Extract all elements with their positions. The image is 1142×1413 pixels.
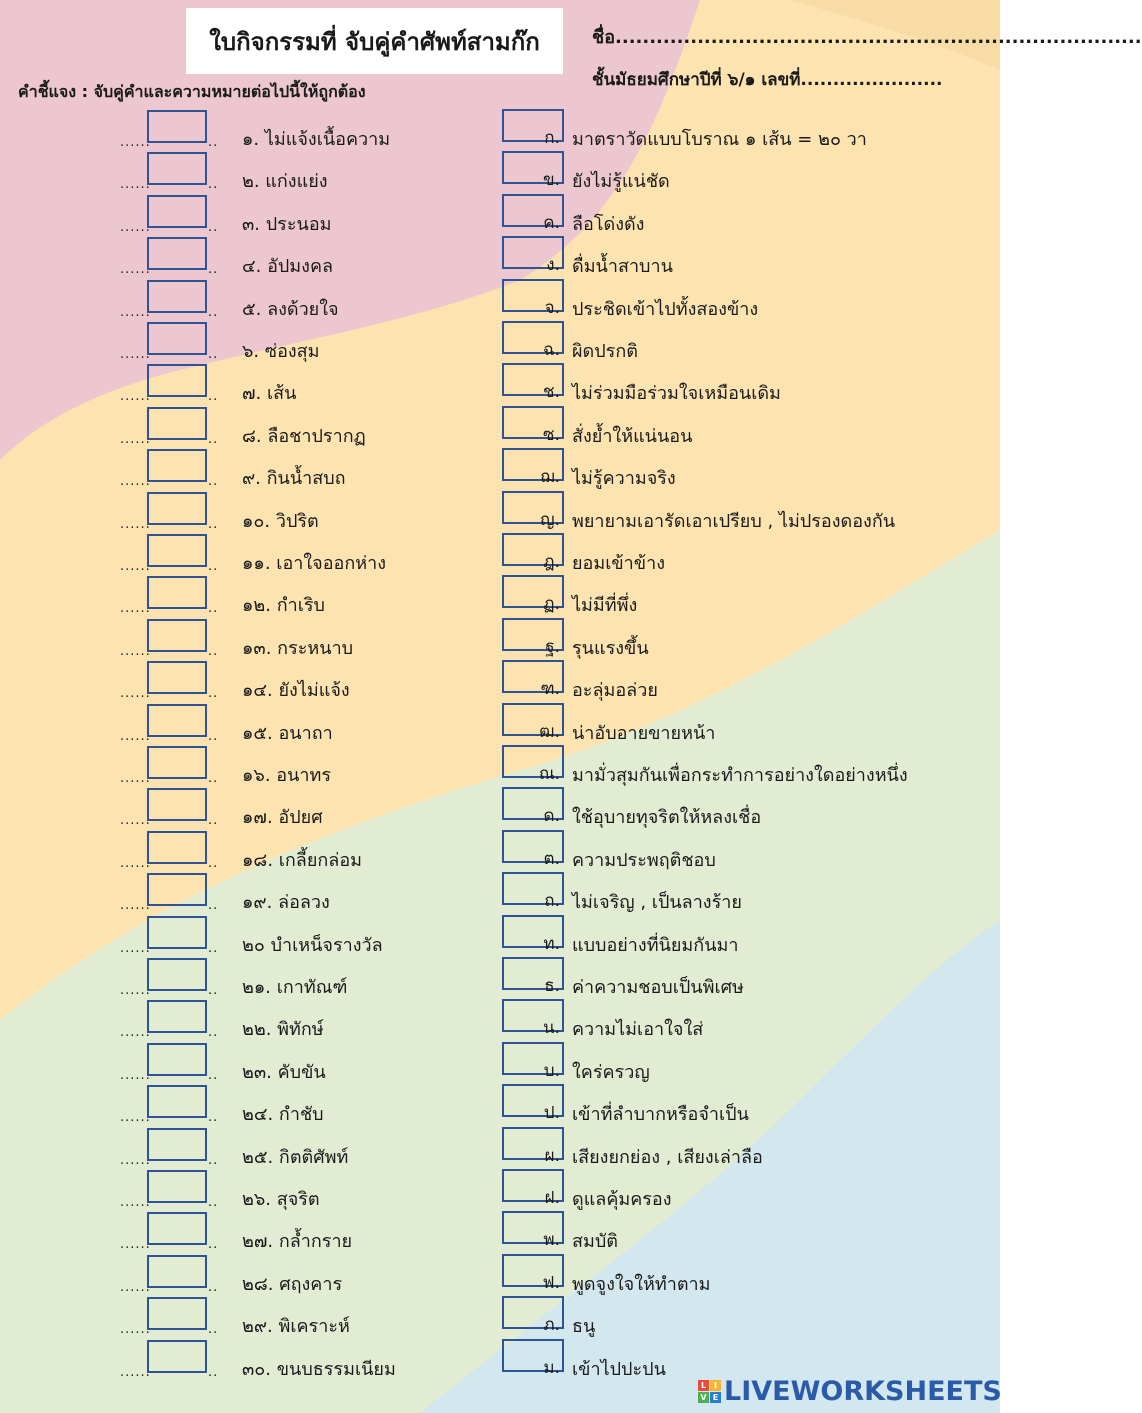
meaning-letter: ฐ. [545,636,560,657]
term-label: ๑๔. ยังไม่แจ้ง [242,680,350,702]
term-label: ๑๐. วิปริต [242,510,319,532]
term-label: ๓. ประนอม [242,213,332,235]
meaning-letter: ภ. [543,1315,560,1336]
answer-input-box[interactable] [147,788,207,821]
dotted-leader: ...... [120,1237,151,1253]
dotted-leader: ...... [120,1364,151,1380]
dotted-leader: ...... [120,304,151,320]
dotted-leader: .. [208,728,219,744]
meaning-letter-box[interactable] [502,1339,564,1378]
dotted-leader: ...... [120,474,151,490]
term-label: ๒๘. ศฤงคาร [242,1273,343,1295]
term-label: ๘. ลือชาปรากฏ [242,425,366,447]
meaning-label: พยายามเอารัดเอาเปรียบ , ไม่ปรองดองกัน [572,510,896,532]
term-label: ๒๕. กิตติศัพท์ [242,1146,349,1168]
dotted-leader: ...... [120,1067,151,1083]
dotted-leader: .. [208,1279,219,1295]
meaning-letter-box[interactable] [502,1084,564,1124]
term-label: ๑๖. อนาทร [242,765,332,786]
page-title: ใบกิจกรรมที่ จับคู่คำศัพท์สามก๊ก [186,8,563,74]
instructions-text: คำชี้แจง : จับคู่คำและความหมายต่อไปนี้ให้ถูกต้อง [18,82,366,101]
dotted-leader: .. [208,983,219,998]
dotted-leader: .. [208,898,219,914]
term-label: ๒๖. สุจริต [242,1189,320,1210]
answer-input-box[interactable] [147,1043,207,1076]
meaning-letter: ช. [543,382,560,403]
meaning-letter: ฉ. [543,340,560,360]
meaning-letter-box[interactable] [502,1211,564,1251]
dotted-leader: ...... [120,1195,151,1210]
answer-input-box[interactable] [147,958,207,991]
answer-input-box[interactable] [147,873,207,906]
meaning-label: ลือโด่งดัง [572,213,645,235]
meaning-label: มามั่วสุมกันเพื่อกระทำการอย่างใดอย่างหนึ่ง [572,765,908,786]
term-label: ๑๙. ล่อลวง [242,892,330,914]
meaning-letter-box[interactable] [502,1254,564,1293]
term-label: ๒๔. กำชับ [242,1104,324,1126]
dotted-leader: .. [208,1025,219,1041]
meaning-label: ใช้อุบายทุจริตให้หลงเชื่อ [572,807,762,829]
dotted-leader: ...... [120,1110,151,1126]
answer-input-box[interactable] [147,619,207,652]
meaning-letter: พ. [543,1230,560,1251]
meaning-label: ประชิดเข้าไปทั้งสองข้าง [572,298,759,320]
meaning-letter: ฑ. [540,679,560,700]
meaning-label: ยังไม่รู้แน่ชัด [572,171,670,193]
answer-input-box[interactable] [147,322,207,355]
term-label: ๑๕. อนาถา [242,722,333,744]
meaning-letter-box[interactable] [502,660,564,700]
meaning-label: ดูแลคุ้มครอง [572,1189,672,1210]
meaning-letter-box[interactable] [502,1169,564,1208]
meaning-label: ไม่มีที่พึ่ง [572,595,638,617]
term-label: ๑๘. เกลี้ยกล่อม [242,849,362,871]
meaning-label: รุนแรงขึ้น [572,637,649,659]
dotted-leader: ...... [120,855,151,871]
answer-input-box[interactable] [147,407,207,440]
term-label: ๒. แก่งแย่ง [242,171,328,193]
answer-input-box[interactable] [147,152,207,185]
term-label: ๒๐ บำเหน็จรางวัล [242,934,383,956]
meaning-letter-box[interactable] [502,999,564,1039]
logo-square: L [698,1380,709,1391]
meaning-label: ความประพฤติชอบ [572,849,716,871]
meaning-letter-box[interactable] [502,491,564,530]
meaning-label: แบบอย่างที่นิยมกันมา [572,934,739,956]
meaning-letter: ผ. [544,1145,560,1166]
dotted-leader: .. [208,1152,219,1168]
meaning-letter-box[interactable] [502,1042,564,1081]
dotted-leader: ...... [120,1152,151,1168]
meaning-letter-box[interactable] [502,363,564,403]
dotted-leader: ...... [120,262,151,278]
meaning-letter: ต. [543,848,560,869]
dotted-leader: .. [208,813,219,829]
meaning-label: ไม่รู้ความจริง [572,468,676,490]
answer-input-box[interactable] [147,534,207,567]
dotted-leader: ...... [120,219,151,235]
meaning-letter: ง. [546,255,560,276]
answer-input-box[interactable] [147,449,207,482]
meaning-letter: ค. [543,212,560,233]
meaning-letter-box[interactable] [502,406,564,445]
meaning-letter: ฎ. [543,552,560,572]
term-label: ๓๐. ขนบธรรมเนียม [242,1358,396,1380]
meaning-letter: ฝ. [544,1188,560,1208]
meaning-letter-box[interactable] [502,1296,564,1336]
meaning-letter: ฒ. [539,721,560,742]
dotted-leader: .. [208,135,219,150]
meaning-label: สั่งย้ำให้แน่นอน [572,425,693,447]
meaning-label: มาตราวัดแบบโบราณ ๑ เส้น = ๒๐ วา [572,129,867,150]
dotted-leader: ...... [120,135,151,150]
answer-input-box[interactable] [147,1297,207,1330]
dotted-leader: .. [208,304,219,320]
answer-input-box[interactable] [147,1128,207,1161]
meaning-letter: ญ. [540,509,560,530]
meaning-letter-box[interactable] [502,236,564,276]
dotted-leader: ...... [120,813,151,829]
meaning-letter-box[interactable] [502,575,564,615]
term-label: ๔. อัปมงคล [242,256,334,278]
dotted-leader: .. [208,686,219,702]
dotted-leader: ...... [120,940,151,956]
meaning-letter-box[interactable] [502,830,564,869]
dotted-leader: ...... [120,1322,151,1338]
term-label: ๒๗. กล้ำกราย [242,1231,353,1253]
meaning-letter-box[interactable] [502,109,564,148]
meaning-letter: ซ. [543,424,560,445]
meaning-letter-box[interactable] [502,787,564,827]
term-label: ๑. ไม่แจ้งเนื้อความ [242,129,391,150]
meaning-label: ไม่เจริญ , เป็นลางร้าย [572,892,742,914]
meaning-letter-box[interactable] [502,321,564,360]
term-label: ๑๑. เอาใจออกห่าง [242,553,386,574]
term-label: ๒๑. เกาทัณฑ์ [242,977,348,998]
term-label: ๒๓. คับขัน [242,1061,326,1083]
dotted-leader: ...... [120,347,151,362]
term-label: ๗. เส้น [242,383,297,405]
dotted-leader: ...... [120,389,151,405]
meaning-letter: ม. [543,1357,560,1378]
meaning-label: ดื่มน้ำสาบาน [572,256,673,278]
logo-square: I [710,1380,721,1391]
dotted-leader: ...... [120,431,151,447]
liveworksheets-icon [698,1380,721,1403]
dotted-leader: ...... [120,559,151,574]
term-label: ๑๗. อัปยศ [242,807,323,829]
meaning-letter: ด. [543,806,560,827]
meaning-label: ความไม่เอาใจใส่ [572,1019,704,1041]
dotted-leader: .. [208,940,219,956]
meaning-label: เข้าไปปะปน [572,1358,666,1380]
dotted-leader: ...... [120,771,151,786]
dotted-leader: .. [208,516,219,532]
dotted-leader: .. [208,219,219,235]
class-number-label: ชั้นมัธยมศึกษาปีที่ ๖/๑ เลขที่...................... [592,70,943,90]
meaning-letter: น. [542,1018,560,1039]
meaning-letter: ข. [542,170,560,191]
dotted-leader: .. [208,262,219,278]
term-label: ๕. ลงด้วยใจ [242,298,339,320]
meaning-label: ผิดปรกติ [572,341,638,362]
meaning-letter-box[interactable] [502,448,564,488]
dotted-leader: .. [208,1237,219,1253]
dotted-leader: .. [208,643,219,659]
meaning-label: น่าอับอายขายหน้า [572,722,716,744]
dotted-leader: ...... [120,516,151,532]
dotted-leader: ...... [120,686,151,702]
logo-square: E [710,1392,721,1403]
answer-input-box[interactable] [147,110,207,143]
dotted-leader: .. [208,1364,219,1380]
answer-input-box[interactable] [147,1085,207,1118]
dotted-leader: .. [208,389,219,405]
meaning-label: อะลุ่มอล่วย [572,680,658,702]
name-field-label: ชื่อ............................................................................. [592,27,1142,48]
answer-input-box[interactable] [147,661,207,694]
meaning-letter-box[interactable] [502,279,564,318]
meaning-letter: ณ. [538,764,560,784]
meaning-label: ไม่ร่วมมือร่วมใจเหมือนเดิม [572,383,781,405]
term-label: ๖. ซ่องสุม [242,341,320,362]
dotted-leader: ...... [120,643,151,659]
meaning-letter: บ. [543,1060,560,1081]
meaning-letter: ธ. [544,976,560,996]
answer-input-box[interactable] [147,1170,207,1203]
term-label: ๒๙. พิเคราะห์ [242,1316,350,1338]
meaning-letter: ก. [544,128,560,148]
meaning-letter: ฌ. [540,467,560,488]
answer-input-box[interactable] [147,576,207,609]
meaning-letter-box[interactable] [502,745,564,784]
meaning-label: สมบัติ [572,1231,618,1253]
liveworksheets-logo [698,1376,1002,1407]
dotted-leader: ...... [120,1279,151,1295]
meaning-label: ยอมเข้าข้าง [572,553,665,574]
term-label: ๒๒. พิทักษ์ [242,1019,324,1041]
answer-input-box[interactable] [147,704,207,737]
meaning-letter: ฟ. [542,1272,560,1293]
dotted-leader: .. [208,855,219,871]
meaning-letter-box[interactable] [502,151,564,191]
answer-input-box[interactable] [147,916,207,949]
answer-input-box[interactable] [147,1212,207,1245]
dotted-leader: .. [208,1067,219,1083]
dotted-leader: .. [208,347,219,362]
answer-input-box[interactable] [147,831,207,864]
dotted-leader: ...... [120,898,151,914]
meaning-label: ค่าความชอบเป็นพิเศษ [572,977,744,998]
meaning-letter-box[interactable] [502,915,564,954]
meaning-letter-box[interactable] [502,1127,564,1166]
meaning-letter-box[interactable] [502,703,564,742]
dotted-leader: ...... [120,728,151,744]
meaning-letter-box[interactable] [502,533,564,572]
dotted-leader: .. [208,771,219,786]
answer-input-box[interactable] [147,1340,207,1373]
meaning-letter-box[interactable] [502,872,564,912]
meaning-letter-box[interactable] [502,957,564,996]
meaning-letter-box[interactable] [502,194,564,233]
dotted-leader: ...... [120,1025,151,1041]
answer-input-box[interactable] [147,195,207,228]
dotted-leader: ...... [120,601,151,617]
dotted-leader: .. [208,601,219,617]
answer-input-box[interactable] [147,492,207,525]
meaning-letter: ฏ. [543,594,560,615]
dotted-leader: .. [208,177,219,193]
answer-input-box[interactable] [147,364,207,397]
term-label: ๑๓. กระหนาบ [242,637,354,659]
meaning-label: เข้าที่ลำบากหรือจำเป็น [572,1104,749,1126]
brand-name: LIVEWORKSHEETS [724,1376,1002,1407]
term-label: ๑๒. กำเริบ [242,595,325,617]
dotted-leader: .. [208,431,219,447]
meaning-letter: ท. [543,933,560,954]
answer-input-box[interactable] [147,746,207,779]
dotted-leader: .. [208,1322,219,1338]
meaning-letter: ป. [543,1103,560,1124]
dotted-leader: .. [208,1110,219,1126]
answer-input-box[interactable] [147,1255,207,1288]
meaning-letter: ถ. [544,891,560,912]
term-label: ๙. กินน้ำสบถ [242,468,346,490]
dotted-leader: .. [208,474,219,490]
meaning-label: ธนู [572,1316,596,1338]
meaning-letter-box[interactable] [502,618,564,657]
answer-input-box[interactable] [147,237,207,270]
meaning-label: เสียงยกย่อง , เสียงเล่าลือ [572,1146,763,1168]
dotted-leader: .. [208,1195,219,1210]
meaning-label: พูดจูงใจให้ทำตาม [572,1273,711,1295]
dotted-leader: ...... [120,983,151,998]
meaning-letter: จ. [544,297,560,318]
answer-input-box[interactable] [147,1000,207,1033]
meaning-label: ใคร่ครวญ [572,1061,650,1083]
dotted-leader: .. [208,559,219,574]
logo-square: V [698,1392,709,1403]
dotted-leader: ...... [120,177,151,193]
answer-input-box[interactable] [147,280,207,313]
